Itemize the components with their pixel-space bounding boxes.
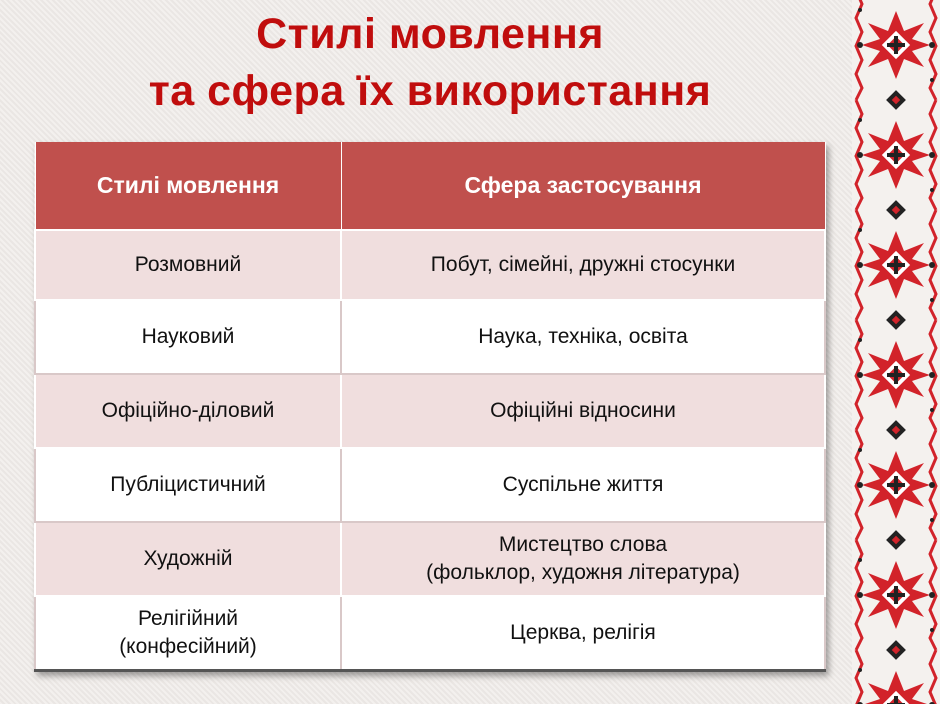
style-text: (конфесійний): [119, 635, 257, 658]
sphere-text: Офіційні відносини: [490, 399, 676, 422]
sphere-text: Суспільне життя: [502, 473, 664, 496]
style-text: Публіцистичний: [110, 473, 266, 496]
style-text: Релігійний: [137, 607, 239, 630]
sphere-cell: [341, 230, 825, 300]
table-row: [35, 448, 825, 522]
table-header-row: [35, 142, 825, 230]
style-cell: [35, 596, 341, 671]
table-row: [35, 374, 825, 448]
style-cell: [35, 374, 341, 448]
style-cell: [35, 300, 341, 374]
styles-table: [34, 142, 826, 672]
style-cell: [35, 448, 341, 522]
embroidery-ornament: [852, 0, 940, 704]
sphere-cell: [341, 448, 825, 522]
sphere-text: (фольклор, художня література): [426, 561, 740, 584]
slide-title: [0, 6, 860, 120]
style-text: Офіційно-діловий: [101, 399, 275, 422]
table-row: [35, 300, 825, 374]
style-cell: [35, 230, 341, 300]
slide-title-line2: та сфера їх використання: [148, 67, 712, 115]
sphere-cell: [341, 522, 825, 596]
header-sphere: Сфера застосування: [341, 142, 825, 230]
sphere-cell: [341, 374, 825, 448]
style-text: Художній: [143, 547, 233, 570]
table-row: [35, 230, 825, 300]
table-row: [35, 596, 825, 671]
sphere-text: Побут, сімейні, дружні стосунки: [430, 253, 736, 276]
header-styles: Стилі мовлення: [35, 142, 341, 230]
style-cell: [35, 522, 341, 596]
sphere-cell: [341, 300, 825, 374]
sphere-text: Мистецтво слова: [498, 533, 668, 556]
sphere-text: Наука, техніка, освіта: [478, 325, 688, 348]
style-text: Науковий: [141, 325, 235, 348]
slide-title-line1: Стилі мовлення: [256, 10, 604, 58]
sphere-text: Церква, релігія: [510, 621, 656, 644]
table-row: [35, 522, 825, 596]
style-text: Розмовний: [134, 253, 242, 276]
sphere-cell: [341, 596, 825, 671]
